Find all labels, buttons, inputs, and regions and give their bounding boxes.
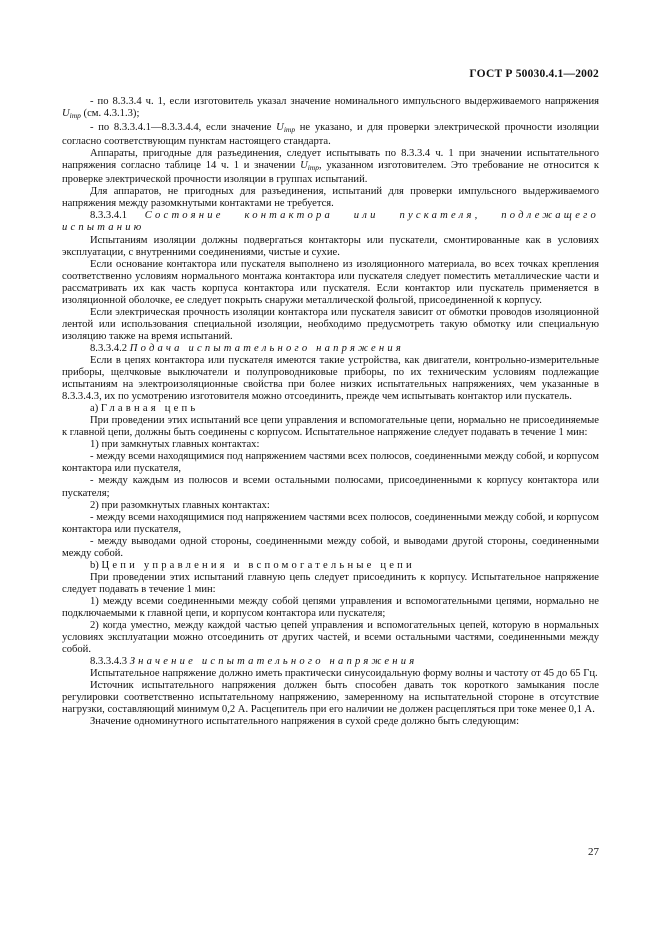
paragraph: 2) когда уместно, между каждой частью цепей управления и вспомогательных цепей, которую в нормальных условиях эксплуатации можно отсоединить от других частей, и всеми остальными частями, соединенными между собой.: [62, 620, 599, 656]
paragraph: Если электрическая прочность изоляции контактора или пускателя зависит от обмотки проводов изоляционной лентой или использования специальной изоляции, необходимо предусмотреть такую обмотку или специальную изоляцию также на время испытаний.: [62, 306, 599, 342]
paragraph: 8.3.3.4.2 Подача испытательного напряжения: [90, 342, 404, 354]
paragraph: Аппараты, пригодные для разъединения, следует испытывать по 8.3.3.4 ч. 1 при значении испытательного напряжения согласно таблице 14 ч. 1 и значении $U_{imp}$, указанном изготовителем. Это требование не относится к проверке электрической прочности изоляции в группах испытаний.: [62, 148, 599, 186]
paragraph: При проведении этих испытаний главную цепь следует присоединить к корпусу. Испытательное напряжение следует подавать в течение 1 мин:: [62, 571, 599, 595]
paragraph: 1) между всеми соединенными между собой цепями управления и вспомогательными цепями, нормально не подключаемыми к главной цепи, и корпусом контактора или пускателя;: [62, 595, 599, 619]
document-body: [62, 96, 599, 728]
paragraph: - между всеми находящимися под напряжением частями всех полюсов, соединенными между собой, и корпусом контактора или пускателя,: [62, 511, 599, 535]
paragraph: 8.3.3.4.3 Значение испытательного напряжения: [90, 656, 418, 668]
paragraph: - между каждым из полюсов и всеми остальными полюсами, присоединенными к корпусу контактора или пускателя;: [62, 475, 599, 499]
paragraph: - между выводами одной стороны, соединенными между собой, и выводами другой стороны, соединенными между собой.: [62, 535, 599, 559]
paragraph: - по 8.3.3.4.1—8.3.3.4.4, если значение $U_{imp}$ не указано, и для проверки электрической прочности изоляции согласно соответствующим пунктам настоящего стандарта.: [62, 122, 599, 148]
page-number: 27: [588, 846, 599, 858]
paragraph: 1) при замкнутых главных контактах:: [90, 439, 260, 451]
paragraph: Если в цепях контактора или пускателя имеются такие устройства, как двигатели, контрольно-измерительные приборы, щелчковые выключатели и полупроводниковые приборы, по их техническим условиям подлежащие испытаниям на электроизоляционные свойства при более низких испытательных напряжениях, чем указанные в 8.3.3.4.3, их по усмотрению изготовителя можно отсоединить, прежде чем испытывать контактор или пускатель.: [62, 354, 599, 403]
paragraph: 2) при разомкнутых главных контактах:: [90, 499, 270, 511]
document-header: ГОСТ Р 50030.4.1—2002: [469, 68, 599, 80]
paragraph: - по 8.3.3.4 ч. 1, если изготовитель указал значение номинального импульсного выдерживаемого напряжения $U_{imp}$ (см. 4.3.1.3);: [62, 96, 599, 121]
paragraph: Если основание контактора или пускателя выполнено из изоляционного материала, во всех точках крепления соответственно условиям нормального монтажа контактора или пускателя следует поместить металлические части и рассматривать их как часть корпуса контактора или пускателя. Если контактор или пускатель применяется в изоляционной оболочке, ее следует покрыть снаружи металлической фольгой, присоединенной к корпусу.: [62, 258, 599, 306]
paragraph: При проведении этих испытаний все цепи управления и вспомогательные цепи, нормально не присоединяемые к главной цепи, должны быть соединены с корпусом. Испытательное напряжение следует подавать в течение 1 мин:: [62, 415, 599, 439]
paragraph: b) Цепи управления и вспомогательные цепи: [90, 559, 415, 571]
paragraph: Испытаниям изоляции должны подвергаться контакторы или пускатели, смонтированные как в условиях эксплуатации, с внутренними соединениями, чистые и сухие.: [62, 234, 599, 258]
paragraph: a) Главная цепь: [90, 403, 199, 415]
paragraph: Источник испытательного напряжения должен быть способен давать ток короткого замыкания после регулировки соответственно испытательному напряжению, замеренному на испытательной стороне в отсутствие нагрузки, составляющий минимум 0,2 А. Расцепитель при его наличии не должен расцепляться при токе менее 0,1 А.: [62, 680, 599, 716]
paragraph: Значение одноминутного испытательного напряжения в сухой среде должно быть следующим:: [90, 716, 520, 728]
paragraph: Для аппаратов, не пригодных для разъединения, испытаний для проверки импульсного выдерживаемого напряжения между разомкнутыми контактами не требуется.: [62, 186, 599, 210]
paragraph: Испытательное напряжение должно иметь практически синусоидальную форму волны и частоту от 45 до 65 Гц.: [90, 668, 598, 680]
paragraph: - между всеми находящимися под напряжением частями всех полюсов, соединенными между собой, и корпусом контактора или пускателя,: [62, 451, 599, 475]
paragraph: 8.3.3.4.1 Состояние контактора или пускателя, подлежащего испытанию: [62, 210, 599, 234]
